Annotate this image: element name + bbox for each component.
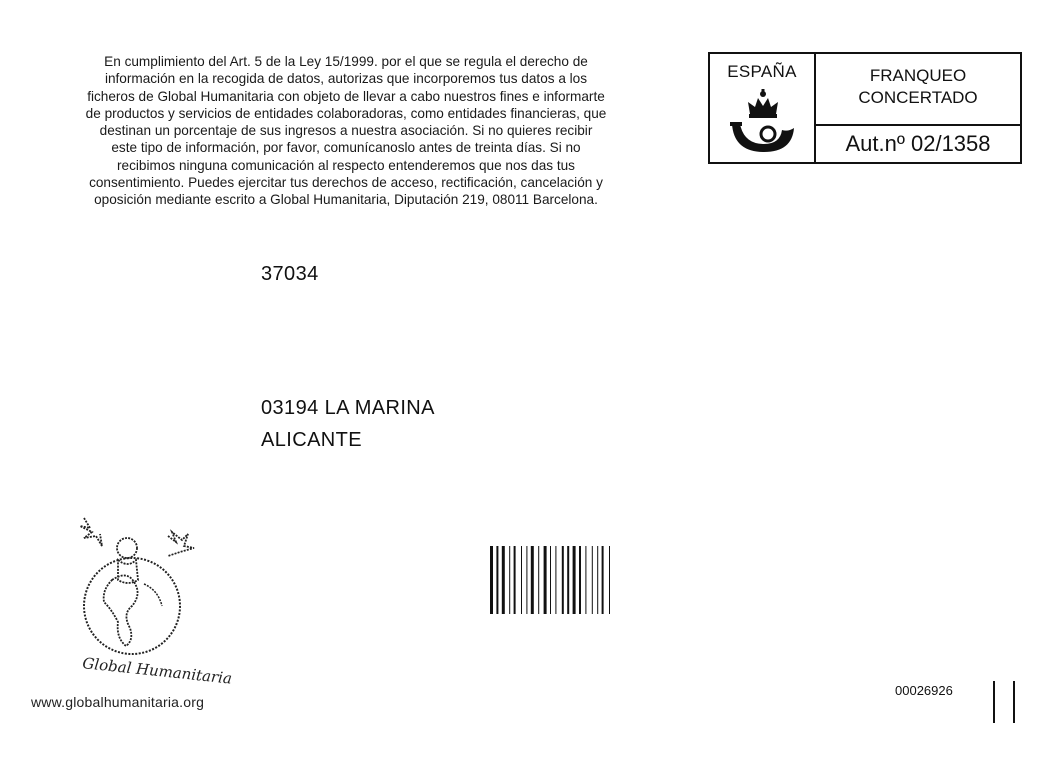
stamp-country: ESPAÑA [727, 62, 797, 81]
barcode-bar [509, 546, 510, 614]
legal-notice-line: En cumplimiento del Art. 5 de la Ley 15/1999. por el que se regula el derecho de [104, 54, 588, 69]
barcode-bar [609, 546, 610, 614]
barcode-bar [490, 546, 493, 614]
legal-notice-line: consentimiento. Puedes ejercitar tus derechos de acceso, rectificación, cancelación y [89, 175, 603, 191]
franqueo-line: FRANQUEO [869, 66, 967, 85]
barcode-bar [514, 546, 516, 614]
stamp-country-panel [710, 54, 816, 162]
serial-number: 00026926 [895, 683, 953, 698]
correos-crown-horn-icon [724, 88, 802, 156]
barcode-bar [602, 546, 604, 614]
legal-notice-line: oposición mediante escrito a Global Humanitaria, Diputación 219, 08011 Barcelona. [94, 192, 598, 208]
legal-notice-line: ficheros de Global Humanitaria con objeto de llevar a cabo nuestros fines e informarte [87, 88, 605, 104]
address-city: 03194 LA MARINA [261, 397, 435, 419]
franqueo-label [816, 65, 1020, 109]
barcode-bar [573, 546, 576, 614]
legal-notice-line: información en la recogida de datos, autorizas que incorporemos tus datos a los [104, 71, 588, 87]
barcode-bar [550, 546, 551, 614]
postal-barcode [488, 546, 638, 616]
barcode-bar [531, 546, 534, 614]
barcode-bar [496, 546, 498, 614]
address-province: ALICANTE [261, 429, 363, 451]
authorization-number: Aut.nº 02/1358 [816, 124, 1020, 162]
legal-notice [36, 53, 656, 209]
logo-script-text: Global Humanitaria [81, 654, 233, 688]
website-url: www.globalhumanitaria.org [31, 694, 205, 710]
barcode-bar [567, 546, 569, 614]
legal-notice-line: de productos y servicios de entidades colaboradoras, como entidades financieras, que [85, 105, 607, 121]
barcode-bar [526, 546, 527, 614]
global-humanitaria-globe-logo-icon [72, 510, 233, 688]
index-marks [991, 681, 1021, 723]
barcode-bar [562, 546, 564, 614]
legal-notice-line: destinan un porcentaje de sus ingresos a nuestra asociación. Si no quieres recibir [99, 123, 593, 139]
barcode-bar [538, 546, 539, 614]
barcode-bar [502, 546, 505, 614]
postage-stamp [708, 52, 1022, 164]
stamp-info-panel [816, 54, 1020, 162]
legal-notice-line: este tipo de información, por favor, comunícanoslo antes de treinta días. Si no [111, 140, 581, 156]
barcode-bar [521, 546, 522, 614]
legal-notice-line: recibimos ninguna comunicación al respecto entenderemos que nos das tus [117, 157, 575, 173]
barcode-bar [592, 546, 593, 614]
barcode-bar [579, 546, 581, 614]
barcode-bar [544, 546, 547, 614]
franqueo-line: CONCERTADO [858, 88, 978, 107]
barcode-bar [585, 546, 586, 614]
barcode-bar [597, 546, 598, 614]
address-code: 37034 [261, 263, 319, 285]
barcode-bar [555, 546, 556, 614]
